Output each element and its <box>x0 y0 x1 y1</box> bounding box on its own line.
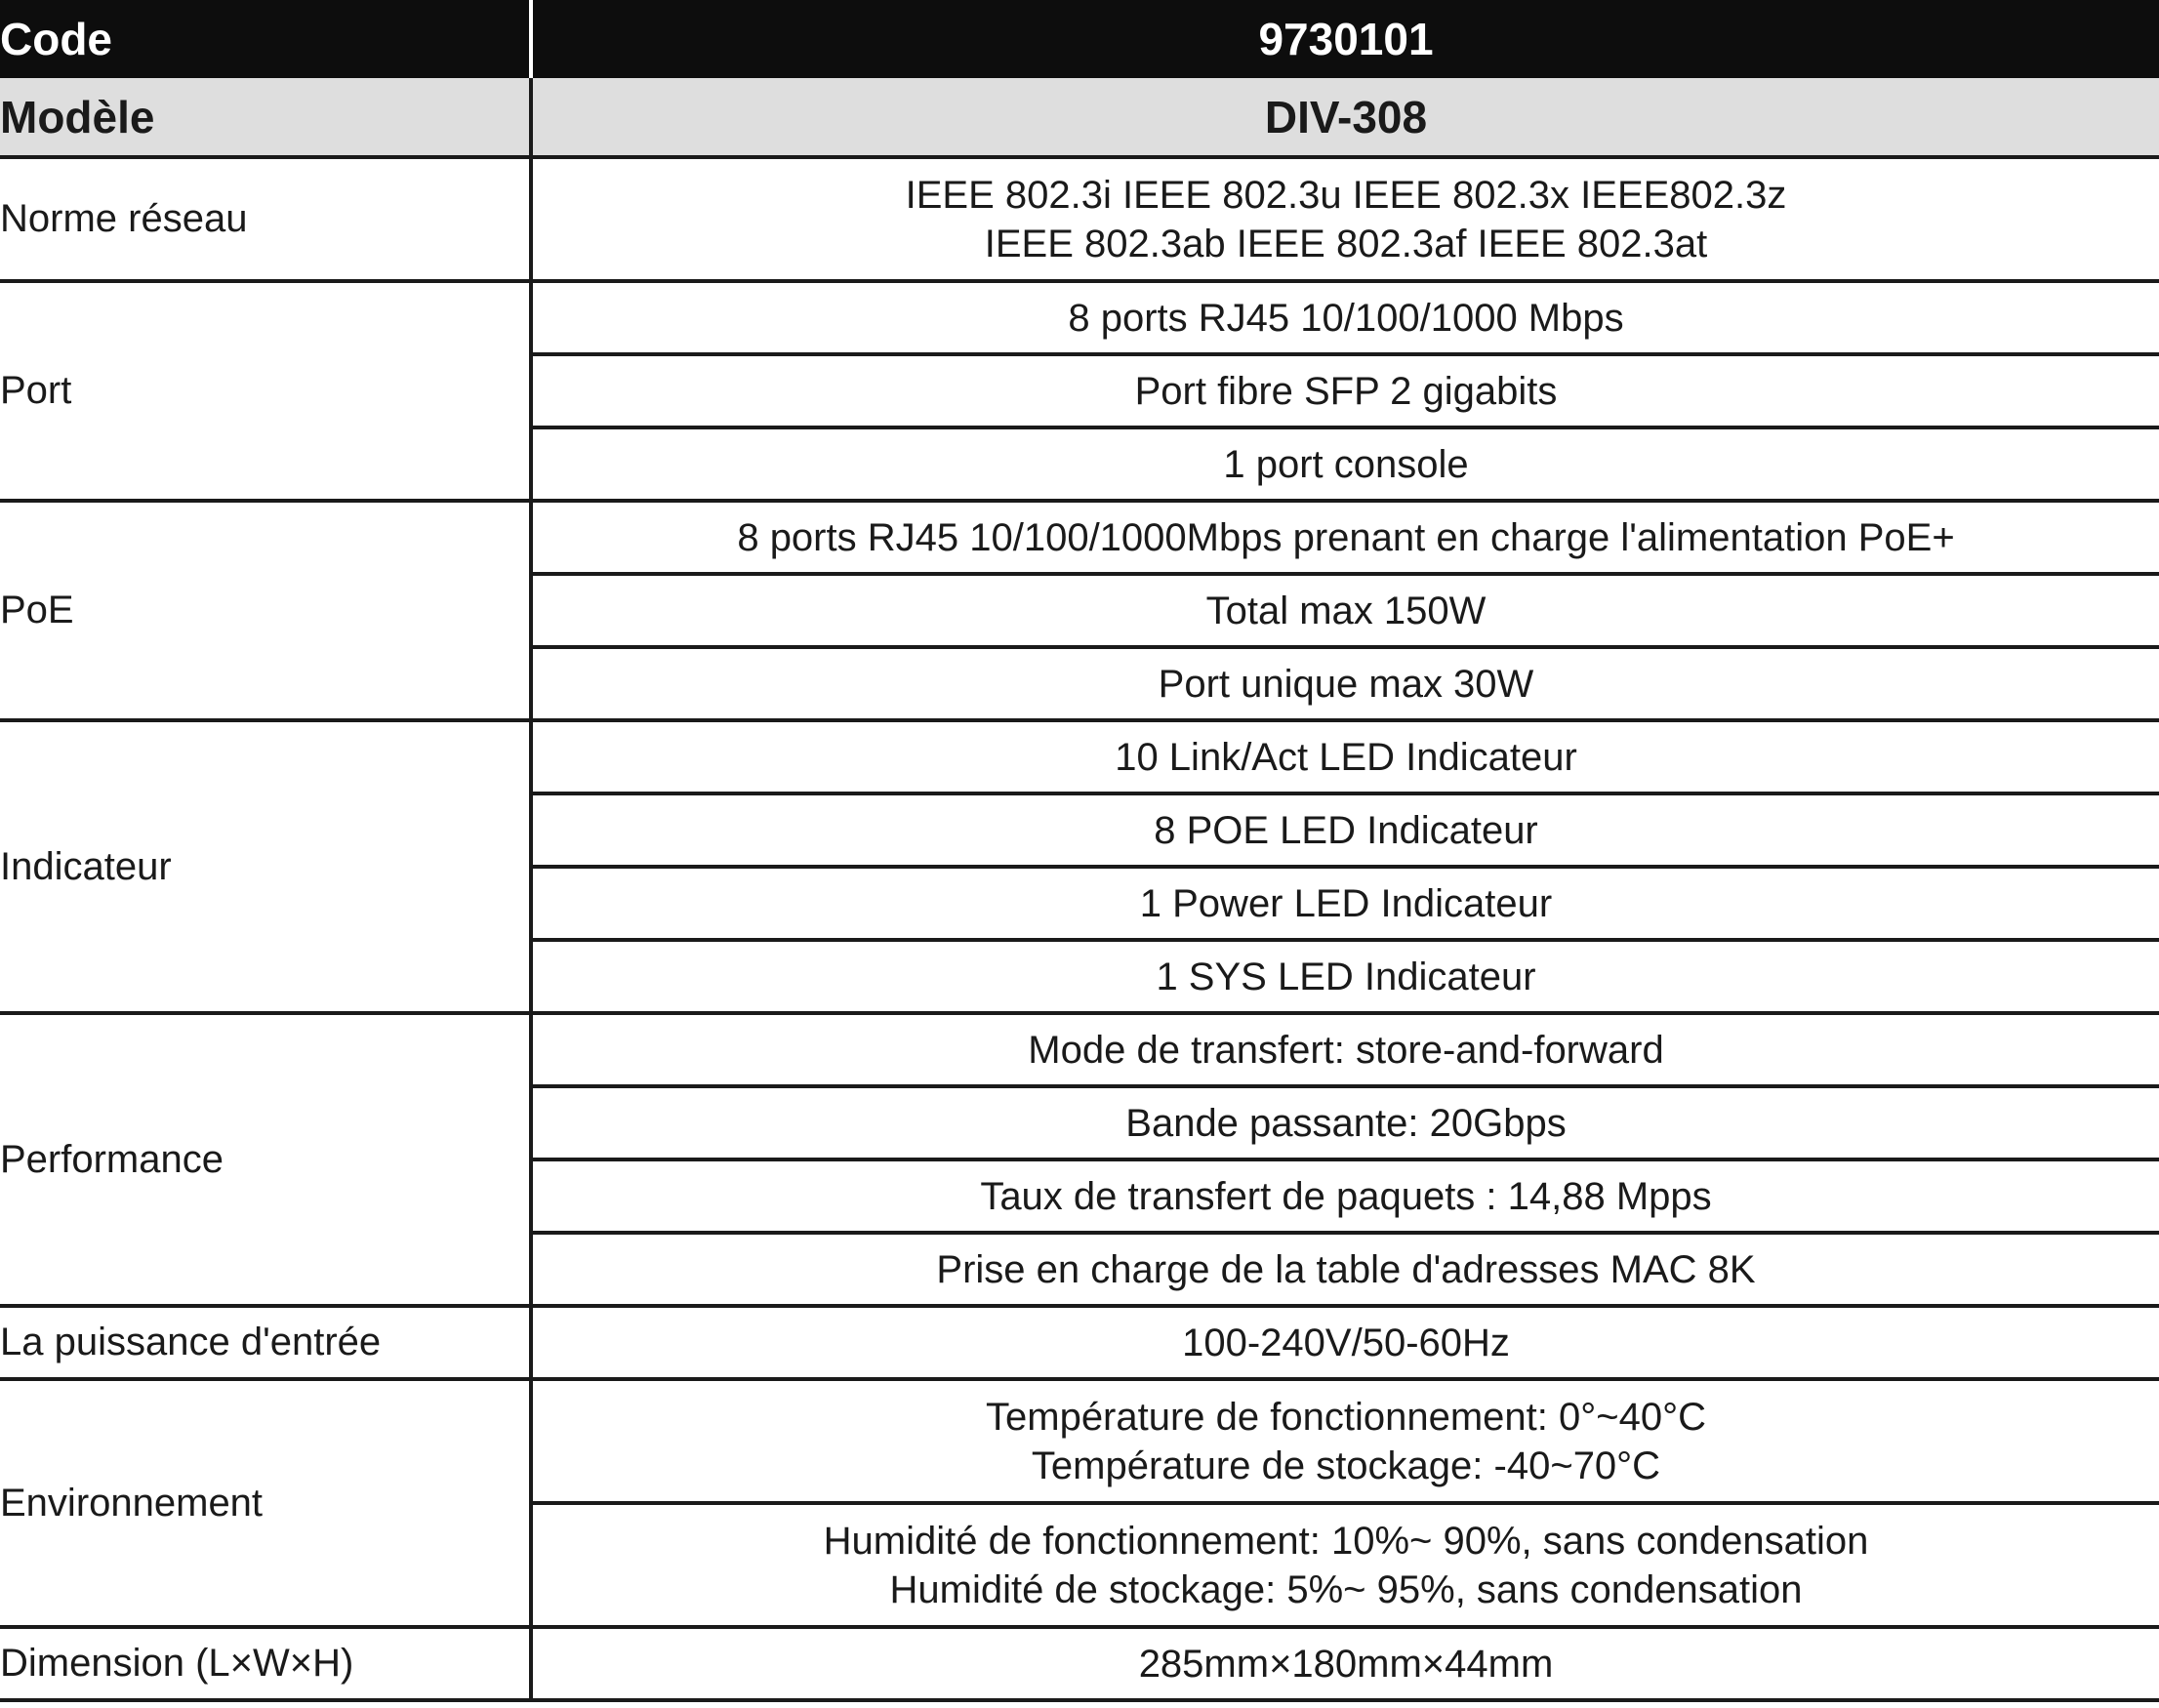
row-puissance <box>0 1306 2159 1379</box>
norme-value <box>531 157 2159 281</box>
port-label: Port <box>0 281 531 501</box>
port-value-2: Port fibre SFP 2 gigabits <box>531 354 2159 427</box>
code-value: 9730101 <box>531 0 2159 78</box>
row-dimension <box>0 1627 2159 1700</box>
poe-value-2: Total max 150W <box>531 574 2159 647</box>
performance-value-1: Mode de transfert: store-and-forward <box>531 1013 2159 1086</box>
performance-label: Performance <box>0 1013 531 1306</box>
row-model <box>0 78 2159 157</box>
model-value: DIV-308 <box>531 78 2159 157</box>
model-label: Modèle <box>0 78 531 157</box>
poe-value-1: 8 ports RJ45 10/100/1000Mbps prenant en charge l'alimentation PoE+ <box>531 501 2159 574</box>
port-value-1: 8 ports RJ45 10/100/1000 Mbps <box>531 281 2159 354</box>
performance-value-4: Prise en charge de la table d'adresses MAC 8K <box>531 1233 2159 1306</box>
row-port-1 <box>0 281 2159 354</box>
row-performance-1 <box>0 1013 2159 1086</box>
indicateur-value-1: 10 Link/Act LED Indicateur <box>531 720 2159 793</box>
port-value-3: 1 port console <box>531 427 2159 501</box>
indicateur-value-4: 1 SYS LED Indicateur <box>531 940 2159 1013</box>
environnement-value-1 <box>531 1379 2159 1503</box>
puissance-label: La puissance d'entrée <box>0 1306 531 1379</box>
performance-value-3: Taux de transfert de paquets : 14,88 Mpps <box>531 1159 2159 1233</box>
humidity-storage: Humidité de stockage: 5%~ 95%, sans condensation <box>889 1567 1803 1611</box>
poe-label: PoE <box>0 501 531 720</box>
row-poe-1 <box>0 501 2159 574</box>
indicateur-value-3: 1 Power LED Indicateur <box>531 867 2159 940</box>
code-label: Code <box>0 0 531 78</box>
dimension-label: Dimension (L×W×H) <box>0 1627 531 1700</box>
performance-value-2: Bande passante: 20Gbps <box>531 1086 2159 1159</box>
temperature-storage: Température de stockage: -40~70°C <box>1031 1444 1661 1487</box>
row-code <box>0 0 2159 78</box>
environnement-value-2 <box>531 1503 2159 1627</box>
norme-label: Norme réseau <box>0 157 531 281</box>
indicateur-label: Indicateur <box>0 720 531 1013</box>
indicateur-value-2: 8 POE LED Indicateur <box>531 793 2159 867</box>
norme-line-2: IEEE 802.3ab IEEE 802.3af IEEE 802.3at <box>984 222 1708 265</box>
dimension-value: 285mm×180mm×44mm <box>531 1627 2159 1700</box>
temperature-operating: Température de fonctionnement: 0°~40°C <box>986 1395 1706 1439</box>
humidity-operating: Humidité de fonctionnement: 10%~ 90%, sans condensation <box>823 1519 1869 1563</box>
row-indicateur-1 <box>0 720 2159 793</box>
puissance-value: 100-240V/50-60Hz <box>531 1306 2159 1379</box>
environnement-label: Environnement <box>0 1379 531 1627</box>
norme-line-1: IEEE 802.3i IEEE 802.3u IEEE 802.3x IEEE802.3z <box>905 173 1787 217</box>
row-norme <box>0 157 2159 281</box>
row-environnement-1 <box>0 1379 2159 1503</box>
poe-value-3: Port unique max 30W <box>531 647 2159 720</box>
